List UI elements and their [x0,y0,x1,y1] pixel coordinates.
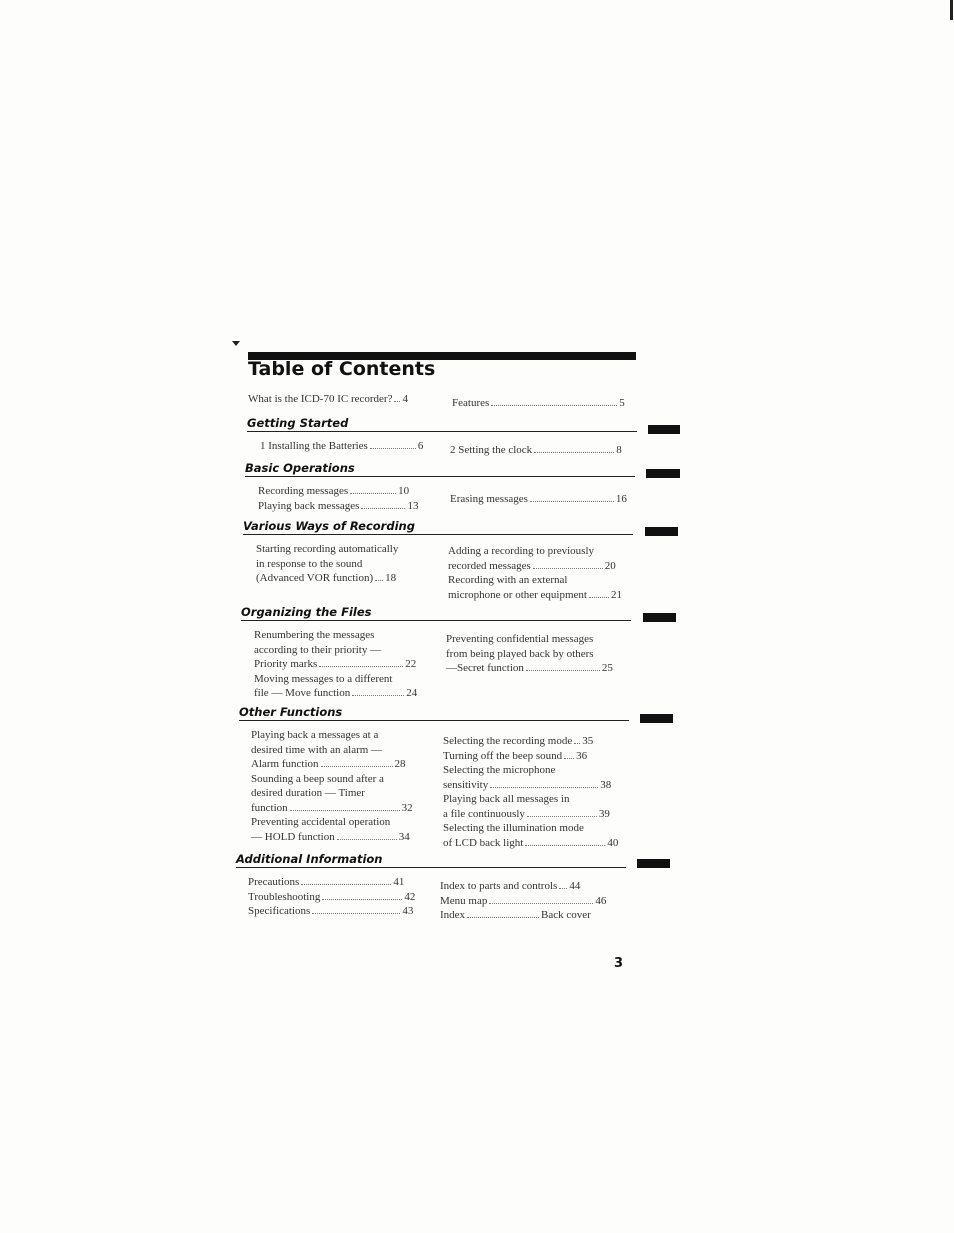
toc-entry [251,728,413,743]
toc-entry[interactable] [251,801,413,816]
entry-text: function [251,801,288,814]
entry-text: Precautions [248,876,300,888]
dot-leader [467,917,539,918]
section-heading: Organizing the Files [241,605,631,621]
toc-entry [256,557,398,572]
toc-entry[interactable] [258,484,418,499]
entry-text: Selecting the illumination mode [443,822,584,834]
dot-leader [312,913,400,914]
section-heading: Additional Information [236,852,626,868]
entry-page-number: 41 [393,876,405,888]
entry-page-number: 6 [417,440,424,452]
toc-section [241,605,631,699]
toc-entry[interactable] [251,830,413,845]
toc-entry[interactable] [443,778,618,793]
entry-text: microphone or other equipment [448,588,587,601]
entry-text: Troubleshooting [248,890,321,903]
toc-entry [446,647,613,662]
right-column [448,544,622,602]
toc-entry [256,542,398,557]
entry-page-number: 35 [582,735,594,747]
entry-page-number: 18 [385,572,397,584]
toc-entry [443,821,618,836]
entry-page-number: 13 [407,499,419,512]
toc-section [245,461,635,512]
entry-text: Priority marks [254,658,318,670]
toc-entry[interactable] [440,894,606,909]
entry-text: in response to the sound [256,557,363,570]
toc-entry[interactable] [443,836,618,851]
right-column [443,734,618,850]
left-column [260,439,423,454]
dot-leader [321,766,393,767]
toc-entry[interactable] [248,890,415,905]
entry-text: Menu map [440,894,488,907]
entry-text: Preventing confidential messages [446,633,594,645]
right-column [446,632,613,676]
dot-leader [574,743,580,744]
toc-entry [251,772,413,787]
left-column [258,484,418,513]
dot-leader [375,580,383,581]
entry-text: Adding a recording to previously [448,545,595,557]
entry-text: Turning off the beep sound [443,749,563,762]
entry-text: (Advanced VOR function) [256,572,374,584]
entry-text: Alarm function [251,758,319,770]
entry-text: Playing back all messages in [443,793,570,805]
entry-page-number: 8 [616,444,622,456]
entry-text: Specifications [248,905,311,917]
dot-leader [490,787,598,788]
entry-text: Renumbering the messages [254,629,375,641]
entry-text: recorded messages [448,559,531,572]
entry-text: Erasing messages [450,493,528,505]
entry-text: according to their priority — [254,643,382,656]
left-column [248,875,415,919]
toc-entry[interactable] [443,807,618,822]
toc-entry [448,573,622,588]
entry-text: a file continuously [443,807,525,820]
entry-text: — HOLD function [251,830,335,843]
toc-entry[interactable] [260,439,423,454]
toc-entry[interactable] [440,879,606,894]
entry-page-number: 39 [598,807,610,820]
toc-entry[interactable] [251,757,413,772]
entry-text: file — Move function [254,687,351,699]
toc-entry[interactable] [254,686,417,701]
entry-text: Recording messages [258,485,349,497]
dot-leader [370,448,416,449]
right-column [450,443,622,458]
toc-entry [448,544,622,559]
dot-leader [559,888,567,889]
dot-leader [301,884,391,885]
left-column [251,728,413,844]
toc-entry[interactable] [443,734,618,749]
entry-text: Selecting the microphone [443,764,556,776]
entry-text: desired duration — Timer [251,787,365,799]
entry-text: Selecting the recording mode [443,735,573,747]
toc-entry[interactable] [450,443,622,458]
entry-page-number: 34 [398,830,410,843]
entry-page-number: 22 [405,658,417,670]
section-heading: Basic Operations [245,461,635,477]
toc-entry[interactable]: What is the ICD-70 IC recorder? 4 [248,393,408,405]
toc-entry [446,632,613,647]
dot-leader [589,597,609,598]
dot-leader [530,501,614,502]
entry-page-number: 20 [604,559,616,572]
entry-text: Playing back a messages at a [251,729,379,741]
toc-entry[interactable] [256,571,398,586]
entry-text: 2 Setting the clock [450,444,533,456]
toc-entry[interactable] [450,492,627,507]
toc-entry [251,815,413,830]
dot-leader [526,670,600,671]
triangle-marker-icon [232,341,240,346]
toc-entry[interactable] [448,588,622,603]
left-column [254,628,417,701]
entry-text: sensitivity [443,778,489,791]
toc-section [243,519,633,601]
entry-page-number: 10 [398,485,410,497]
dot-leader [350,493,396,494]
entry-page-number: 28 [394,758,406,770]
toc-entry [443,763,618,778]
toc-entry [254,672,417,687]
toc-entry[interactable] [446,661,613,676]
entry-page-number: 21 [611,588,622,601]
right-column [450,492,627,507]
entry-page-number: 25 [601,662,613,674]
toc-entry[interactable] [248,875,415,890]
right-column [440,879,606,923]
section-thumb-tab [648,425,680,434]
toc-entry[interactable]: Features 5 [452,397,625,409]
entry-page-number: 46 [595,894,607,907]
toc-entry[interactable] [440,908,606,923]
toc-section [247,416,637,456]
dot-leader [525,845,605,846]
scan-edge-mark [950,0,953,20]
section-heading: Various Ways of Recording [243,519,633,535]
section-heading: Other Functions [239,705,629,721]
intro-row [248,392,636,408]
entry-page-number: 42 [404,890,416,903]
entry-text: Recording with an external [448,574,568,586]
dot-leader [352,695,404,696]
toc-entry[interactable] [448,559,622,574]
entry-text: of LCD back light [443,836,524,849]
entry-page-number: 36 [576,749,588,762]
dot-leader [337,839,397,840]
dot-leader [534,452,614,453]
entry-page-number: 43 [402,905,414,917]
page-title: Table of Contents [248,358,436,380]
entry-text: Index to parts and controls [440,880,558,892]
entry-text: Preventing accidental operation [251,816,391,828]
entry-text: —Secret function [446,662,524,674]
dot-leader [319,666,403,667]
dot-leader [361,508,405,509]
section-heading: Getting Started [247,416,637,432]
entry-text: Index [440,909,466,921]
entry-text: 1 Installing the Batteries [260,440,368,452]
dot-leader [564,758,574,759]
toc-entry [254,643,417,658]
dot-leader [527,816,597,817]
section-thumb-tab [643,613,676,622]
page-number: 3 [614,956,624,971]
dot-leader [489,903,593,904]
toc-entry[interactable] [254,657,417,672]
left-column [256,542,398,586]
toc-entry[interactable] [248,904,415,919]
section-thumb-tab [645,527,678,536]
entry-page-number: 38 [600,778,612,791]
entry-text: Playing back messages [258,499,360,512]
toc-entry [251,743,413,758]
entry-text: Sounding a beep sound after a [251,772,384,785]
entry-text: Moving messages to a different [254,672,393,685]
section-thumb-tab [640,714,673,723]
toc-section [239,705,629,849]
entry-page-number: 32 [401,801,413,814]
entry-text: Starting recording automatically [256,543,399,555]
dot-leader [533,568,603,569]
toc-entry [254,628,417,643]
entry-page-number: 40 [607,836,619,849]
toc-entry[interactable] [258,499,418,514]
dot-leader [290,810,400,811]
toc-section [236,852,626,921]
entry-page-number: 16 [615,493,627,505]
section-thumb-tab [646,469,680,478]
section-thumb-tab [637,859,670,868]
entry-page-number: Back cover [541,909,591,921]
toc-entry [251,786,413,801]
toc-entry [443,792,618,807]
dot-leader [322,899,402,900]
entry-page-number: 44 [569,880,581,892]
entry-text: from being played back by others [446,647,594,660]
entry-text: desired time with an alarm — [251,743,383,756]
entry-page-number: 24 [406,687,418,699]
toc-entry[interactable] [443,749,618,764]
